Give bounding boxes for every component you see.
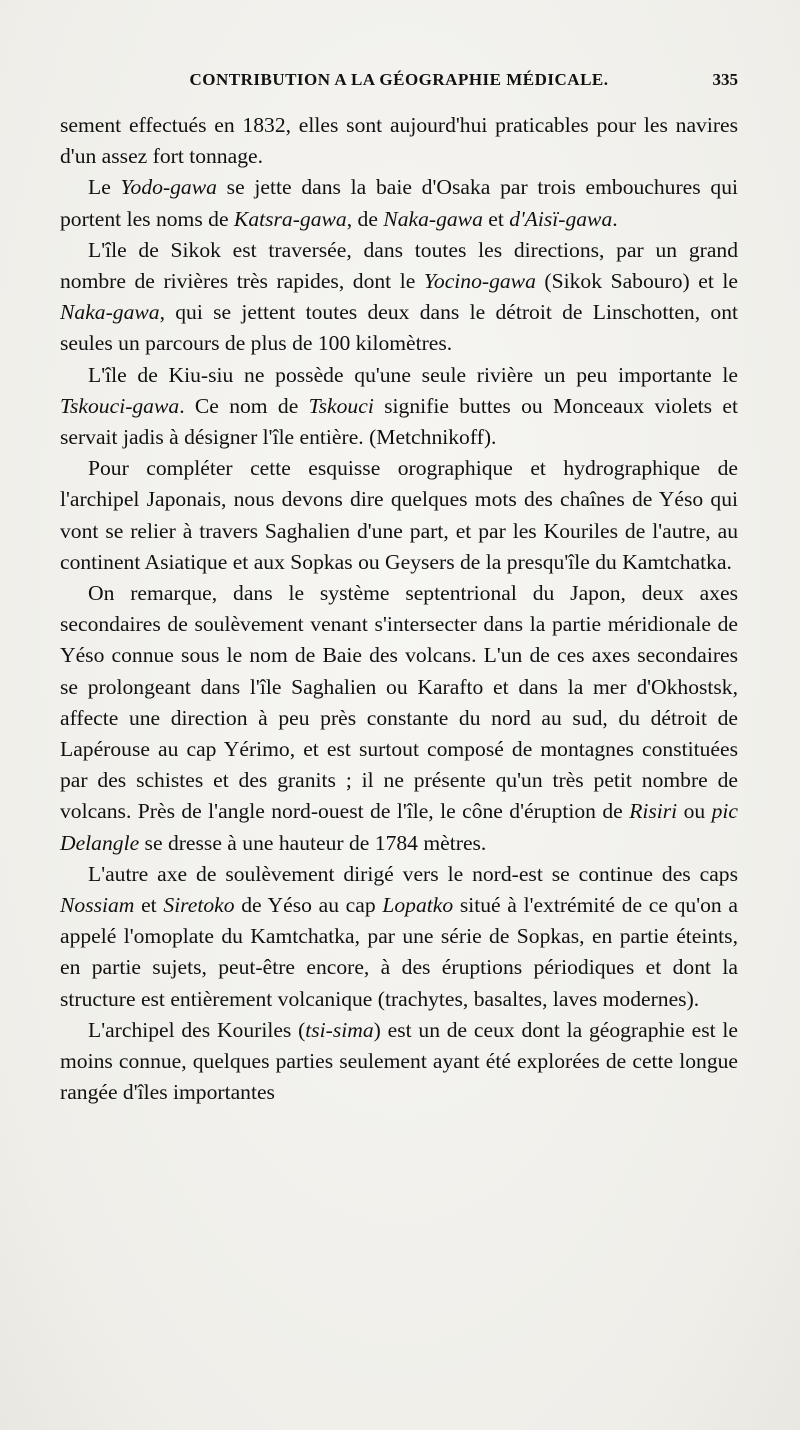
text-run: (Sikok Sabouro) et le xyxy=(535,269,739,294)
italic-term: d'Aisï-gawa xyxy=(509,206,613,231)
text-run: se dresse à une hauteur de 1784 mètres. xyxy=(139,830,487,855)
italic-term: Yodo-gawa xyxy=(120,175,217,200)
text-run: signifie buttes ou Monceaux violets et servait jadis à désigner l'île entière. (Metchnikoff). xyxy=(60,393,738,450)
text-run: et xyxy=(482,206,510,231)
paragraph xyxy=(60,172,738,234)
text-run: . Ce nom de xyxy=(179,393,309,418)
italic-term: tsi-sima xyxy=(305,1017,374,1042)
italic-term: Tskouci xyxy=(308,393,374,418)
text-run: sement effectués en 1832, elles sont aujourd'hui praticables pour les navires d'un assez fort tonnage. xyxy=(60,113,738,169)
text-run: , qui se jettent toutes deux dans le détroit de Linschotten, ont seules un parcours de plus de 100 kilomètres. xyxy=(60,300,738,356)
text-run: Le xyxy=(88,175,121,200)
text-run: L'île de Sikok est traversée, dans toutes les directions, par un grand nombre de rivières très rapides, dont le xyxy=(60,237,738,294)
page-number: 335 xyxy=(712,70,738,89)
italic-term: Tskouci-gawa xyxy=(60,393,180,418)
italic-term: Risiri xyxy=(629,799,678,824)
text-run: situé à l'extrémité de ce qu'on a appelé l'omoplate du Kamtchatka, par une série de Sopkas, en partie éteints, en partie sujets, peut-être encore, à des éruptions périodiques et dont la structure est entièrement volcanique (trachytes, basaltes, laves modernes). xyxy=(60,893,738,1011)
text-run: ou xyxy=(677,799,712,824)
text-run: L'archipel des Kouriles ( xyxy=(88,1017,306,1042)
text-run: de Yéso au cap xyxy=(234,893,383,918)
italic-term: Naka-gawa xyxy=(60,300,160,325)
italic-term: pic Delangle xyxy=(60,799,739,855)
body-text xyxy=(60,110,738,1109)
text-run: On remarque, dans le système septentrional du Japon, deux axes secondaires de soulèvement venant s'intersecter dans la partie méridionale de Yéso connue sous le nom de Baie des volcans. L'un de ces axes secondaires se prolongeant dans l'île Saghalien ou Karafto et dans la mer d'Okhostsk, affecte une direction à peu près constante du nord au sud, du détroit de Lapérouse au cap Yérimo, et est surtout composé de montagnes constituées par des schistes et des granits ; il ne présente qu'un très petit nombre de volcans. Près de l'angle nord-ouest de l'île, le cône d'éruption de xyxy=(60,581,738,824)
running-head: CONTRIBUTION A LA GÉOGRAPHIE MÉDICALE. xyxy=(189,70,609,89)
italic-term: Lopatko xyxy=(382,893,454,918)
paragraph xyxy=(60,360,738,454)
italic-term: Yocino-gawa xyxy=(423,269,536,294)
italic-term: Naka-gawa xyxy=(383,206,483,231)
text-run: L'île de Kiu-siu ne possède qu'une seule rivière un peu importante le xyxy=(88,362,738,387)
text-run: et xyxy=(134,893,164,918)
text-run: , de xyxy=(346,206,384,231)
italic-term: Katsra-gawa xyxy=(233,206,347,231)
paragraph xyxy=(60,453,738,578)
italic-term: Siretoko xyxy=(163,893,235,918)
paragraph xyxy=(60,110,738,172)
paragraph xyxy=(60,235,738,360)
italic-term: Nossiam xyxy=(60,893,135,918)
paragraph xyxy=(60,859,738,1015)
text-run: L'autre axe de soulèvement dirigé vers le nord-est se continue des caps xyxy=(88,861,738,886)
text-run: . xyxy=(612,206,618,231)
page-header xyxy=(60,70,738,110)
text-run: ) est un de ceux dont la géographie est le moins connue, quelques parties seulement ayant été explorées de cette longue rangée d'îles importantes xyxy=(60,1017,738,1105)
paragraph xyxy=(60,1015,738,1109)
text-run: se jette dans la baie d'Osaka par trois embouchures qui portent les noms de xyxy=(60,175,738,231)
paragraph xyxy=(60,578,738,859)
text-run: Pour compléter cette esquisse orographique et hydrographique de l'archipel Japonais, nous devons dire quelques mots des chaînes de Yéso qui vont se relier à travers Saghalien d'une part, et par les Kouriles de l'autre, au continent Asiatique et aux Sopkas ou Geysers de la presqu'île du Kamtchatka. xyxy=(60,456,738,574)
